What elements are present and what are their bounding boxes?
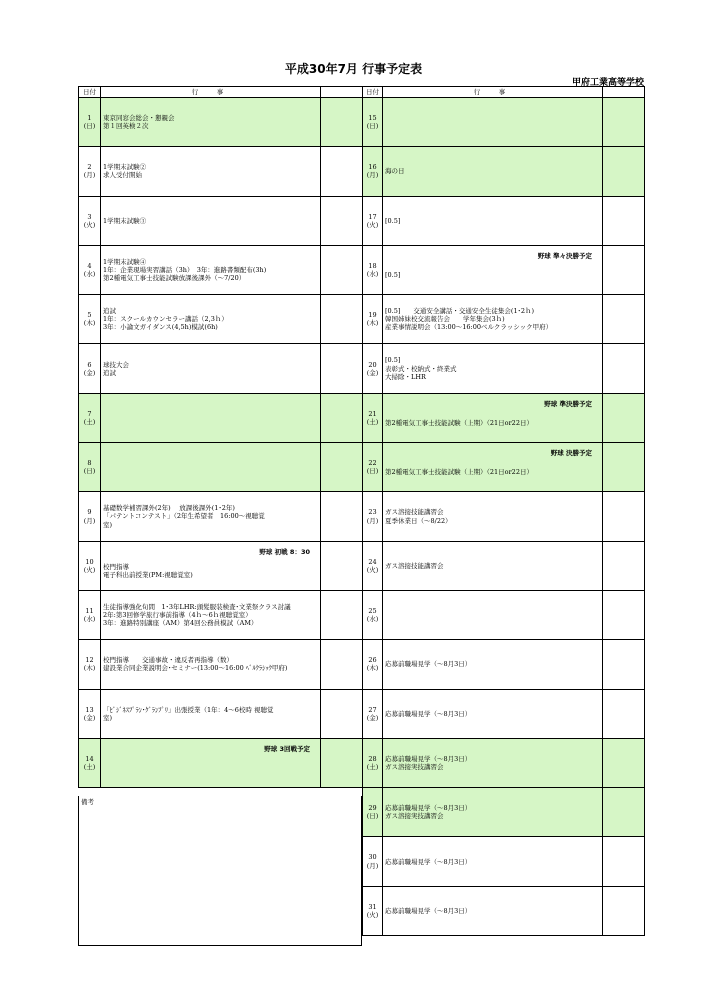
day-events-cell bbox=[383, 837, 603, 886]
day-date-cell bbox=[363, 689, 383, 738]
day-weekday: (土) bbox=[366, 417, 379, 426]
day-date-cell bbox=[363, 541, 383, 590]
day-date-cell bbox=[79, 590, 101, 639]
day-date-cell bbox=[79, 640, 101, 689]
day-weekday: (金) bbox=[366, 713, 379, 722]
day-events-cell bbox=[101, 541, 321, 590]
day-row bbox=[79, 738, 363, 787]
day-row bbox=[363, 788, 645, 837]
event-line: 校門指導 交通事故・違反者再指導（数） bbox=[103, 656, 233, 665]
day-number: 26 bbox=[368, 656, 377, 665]
event-line: 求人受付開始 bbox=[103, 171, 142, 180]
day-weekday: (土) bbox=[83, 417, 96, 426]
event-line: 産業事情説明会（13:00～16:00ベルクラッシック甲府） bbox=[385, 323, 553, 332]
day-row bbox=[79, 492, 363, 541]
day-number: 7 bbox=[87, 409, 92, 418]
event-line: 電子科出前授業(PM:視聴覚室) bbox=[103, 570, 193, 579]
day-row bbox=[363, 640, 645, 689]
day-row bbox=[363, 886, 645, 935]
day-weekday: (火) bbox=[83, 565, 96, 574]
event-line: 第2種電気工事士技能試験放課後課外（～7/20） bbox=[103, 274, 246, 283]
day-events-cell bbox=[101, 393, 321, 442]
day-number: 17 bbox=[368, 212, 377, 221]
day-date-cell bbox=[363, 393, 383, 442]
note-header bbox=[321, 87, 363, 98]
day-date-cell bbox=[363, 147, 383, 196]
event-line: 応募前職場見学（～8月3日） bbox=[385, 857, 472, 866]
day-number: 27 bbox=[368, 705, 377, 714]
day-row bbox=[79, 590, 363, 639]
event-line: 応募前職場見学（～8月3日） bbox=[385, 906, 472, 915]
day-events-cell bbox=[101, 147, 321, 196]
day-number: 5 bbox=[87, 311, 92, 320]
day-note-cell bbox=[321, 147, 363, 196]
event-line: 大掃除・LHR bbox=[385, 372, 426, 381]
baseball-note: 野球 準々決勝予定 bbox=[537, 251, 592, 260]
event-line: 3年：進路特別講座（AM）第4回公務員模試（AM） bbox=[103, 619, 258, 628]
day-date-cell bbox=[79, 196, 101, 245]
day-date-cell bbox=[363, 738, 383, 787]
day-note-cell bbox=[321, 344, 363, 393]
day-weekday: (木) bbox=[366, 319, 379, 328]
day-number: 24 bbox=[368, 557, 377, 566]
event-line: 「パテントコンテスト」（2年生希望者 16:00～視聴覚 bbox=[103, 512, 265, 521]
event-line: 1学期末試験② bbox=[103, 163, 147, 172]
day-row bbox=[79, 147, 363, 196]
event-line: 応募前職場見学（～8月3日） bbox=[385, 804, 472, 813]
date-header: 日付 bbox=[363, 87, 383, 98]
baseball-note: 野球 決勝予定 bbox=[550, 449, 592, 458]
day-number: 11 bbox=[85, 606, 94, 615]
day-number: 2 bbox=[87, 163, 92, 172]
day-date-cell bbox=[363, 492, 383, 541]
day-row bbox=[363, 344, 645, 393]
day-note-cell bbox=[603, 788, 645, 837]
day-row bbox=[363, 590, 645, 639]
event-line: 応募前職場見学（～8月3日） bbox=[385, 754, 472, 763]
day-row bbox=[79, 393, 363, 442]
day-events-cell bbox=[101, 738, 321, 787]
school-name: 甲府工業高等学校 bbox=[571, 78, 644, 88]
day-events-cell bbox=[383, 295, 603, 344]
day-events-cell bbox=[383, 886, 603, 935]
day-weekday: (月) bbox=[83, 516, 96, 525]
event-line: 追試 bbox=[103, 307, 116, 316]
day-note-cell bbox=[603, 640, 645, 689]
day-row bbox=[363, 393, 645, 442]
day-note-cell bbox=[321, 245, 363, 294]
day-note-cell bbox=[603, 443, 645, 492]
day-note-cell bbox=[603, 295, 645, 344]
event-line: 「ﾋﾞｼﾞﾈｽﾌﾟﾗﾝ･ｸﾞﾗﾝﾌﾟﾘ」出張授業（1年：4～6校時 視聴覚 bbox=[103, 705, 274, 714]
day-row bbox=[79, 344, 363, 393]
day-note-cell bbox=[321, 295, 363, 344]
day-events-cell bbox=[383, 147, 603, 196]
day-number: 31 bbox=[368, 902, 377, 911]
day-events-cell bbox=[383, 492, 603, 541]
header-row bbox=[79, 87, 363, 98]
day-events-cell bbox=[383, 443, 603, 492]
date-header: 日付 bbox=[79, 87, 101, 98]
day-note-cell bbox=[321, 98, 363, 147]
remarks-label: 備考 bbox=[81, 798, 94, 806]
day-events-cell bbox=[383, 541, 603, 590]
day-events-cell bbox=[383, 98, 603, 147]
event-line: 1年：スクールカウンセラー講話（2,3ｈ） bbox=[103, 315, 228, 324]
day-events-cell bbox=[101, 443, 321, 492]
event-line: 第１回英検２次 bbox=[103, 122, 149, 131]
day-number: 8 bbox=[87, 459, 92, 468]
day-events-cell bbox=[383, 590, 603, 639]
day-events-cell bbox=[383, 196, 603, 245]
event-line: [0.5] bbox=[385, 270, 401, 279]
day-events-cell bbox=[101, 640, 321, 689]
day-note-cell bbox=[603, 492, 645, 541]
day-note-cell bbox=[603, 886, 645, 935]
day-note-cell bbox=[603, 837, 645, 886]
day-events-cell bbox=[101, 492, 321, 541]
baseball-note: 野球 準決勝予定 bbox=[544, 399, 592, 408]
day-number: 20 bbox=[368, 360, 377, 369]
day-number: 22 bbox=[368, 459, 377, 468]
day-number: 28 bbox=[368, 754, 377, 763]
day-row bbox=[79, 196, 363, 245]
event-line: 表彰式・校納式・終業式 bbox=[385, 364, 457, 373]
day-date-cell bbox=[79, 689, 101, 738]
day-row bbox=[79, 245, 363, 294]
day-weekday: (月) bbox=[366, 516, 379, 525]
day-number: 21 bbox=[368, 409, 377, 418]
day-row bbox=[363, 196, 645, 245]
day-note-cell bbox=[321, 738, 363, 787]
day-note-cell bbox=[603, 541, 645, 590]
event-line: 夏季休業日（～8/22） bbox=[385, 516, 452, 525]
day-note-cell bbox=[321, 590, 363, 639]
day-number: 1 bbox=[87, 114, 92, 123]
day-events-cell bbox=[383, 689, 603, 738]
day-events-cell bbox=[383, 788, 603, 837]
event-line: ガス溶接実技講習会 bbox=[385, 763, 444, 771]
day-weekday: (日) bbox=[366, 122, 379, 131]
day-weekday: (金) bbox=[83, 713, 96, 722]
day-weekday: (金) bbox=[83, 368, 96, 377]
day-events-cell bbox=[101, 344, 321, 393]
day-note-cell bbox=[603, 689, 645, 738]
day-date-cell bbox=[363, 640, 383, 689]
day-number: 29 bbox=[368, 804, 377, 813]
day-weekday: (月) bbox=[83, 171, 96, 180]
day-date-cell bbox=[79, 443, 101, 492]
event-line: 1学期末試験③ bbox=[103, 216, 147, 225]
day-number: 12 bbox=[85, 656, 94, 665]
calendar-right bbox=[362, 86, 645, 936]
day-date-cell bbox=[363, 196, 383, 245]
day-note-cell bbox=[603, 98, 645, 147]
day-events-cell bbox=[101, 98, 321, 147]
day-weekday: (火) bbox=[366, 220, 379, 229]
day-number: 16 bbox=[368, 163, 377, 172]
baseball-note: 野球 3回戦予定 bbox=[264, 744, 310, 753]
day-weekday: (金) bbox=[366, 368, 379, 377]
event-line: ガス溶接実技講習会 bbox=[385, 812, 444, 821]
day-number: 13 bbox=[85, 705, 94, 714]
calendar-left bbox=[78, 86, 363, 788]
day-row bbox=[363, 689, 645, 738]
day-date-cell bbox=[363, 837, 383, 886]
event-line: 校門指導 bbox=[103, 562, 129, 571]
day-events-cell bbox=[383, 393, 603, 442]
day-number: 30 bbox=[368, 853, 377, 862]
day-date-cell bbox=[363, 295, 383, 344]
day-events-cell bbox=[101, 245, 321, 294]
day-row bbox=[79, 640, 363, 689]
event-line: 応募前職場見学（～8月3日） bbox=[385, 660, 472, 669]
event-line: 追試 bbox=[103, 368, 116, 377]
day-date-cell bbox=[79, 147, 101, 196]
day-events-cell bbox=[101, 295, 321, 344]
day-note-cell bbox=[603, 738, 645, 787]
event-line: [0.5] bbox=[385, 216, 401, 225]
header-row bbox=[363, 87, 645, 98]
day-row bbox=[79, 443, 363, 492]
day-weekday: (日) bbox=[83, 122, 96, 131]
day-weekday: (日) bbox=[366, 467, 379, 476]
day-date-cell bbox=[363, 590, 383, 639]
day-weekday: (土) bbox=[366, 763, 379, 771]
day-number: 10 bbox=[85, 557, 94, 566]
events-header: 行 事 bbox=[101, 87, 321, 98]
day-date-cell bbox=[79, 541, 101, 590]
day-events-cell bbox=[101, 590, 321, 639]
day-number: 6 bbox=[87, 360, 92, 369]
day-weekday: (火) bbox=[83, 220, 96, 229]
day-number: 14 bbox=[85, 754, 94, 763]
day-weekday: (火) bbox=[366, 910, 379, 919]
event-line: [0.5] 交通安全講話・交通安全生徒集会(1･2ｈ) bbox=[385, 307, 535, 316]
day-number: 25 bbox=[368, 606, 377, 615]
day-note-cell bbox=[321, 492, 363, 541]
day-note-cell bbox=[321, 196, 363, 245]
event-line: 海の日 bbox=[385, 167, 405, 176]
event-line: 建設業合同企業説明会･セミナー(13:00～16:00 ﾍﾞﾙｸﾗｼｯｸ甲府) bbox=[103, 664, 288, 673]
event-line: 室) bbox=[103, 713, 113, 722]
day-note-cell bbox=[603, 344, 645, 393]
day-weekday: (土) bbox=[83, 763, 96, 771]
event-line: 基礎数学補習課外(2年) 放課後課外(1･2年) bbox=[103, 504, 235, 513]
day-weekday: (日) bbox=[83, 467, 96, 476]
day-row bbox=[363, 147, 645, 196]
baseball-note: 野球 初戦 8：30 bbox=[259, 547, 310, 556]
event-line: [0.5] bbox=[385, 356, 401, 365]
day-date-cell bbox=[363, 344, 383, 393]
day-note-cell bbox=[321, 541, 363, 590]
event-line: ガス溶接技能講習会 bbox=[385, 561, 444, 570]
day-date-cell bbox=[363, 886, 383, 935]
day-date-cell bbox=[363, 443, 383, 492]
event-line: 2年:第3回修学旅行事前指導（4ｈ～6ｈ視聴覚室） bbox=[103, 611, 252, 620]
day-row bbox=[79, 295, 363, 344]
day-number: 15 bbox=[368, 114, 377, 123]
remarks-box bbox=[78, 796, 362, 946]
day-events-cell bbox=[383, 245, 603, 294]
day-row bbox=[363, 245, 645, 294]
day-note-cell bbox=[321, 689, 363, 738]
day-number: 18 bbox=[368, 261, 377, 270]
day-number: 9 bbox=[87, 508, 92, 517]
events-header: 行 事 bbox=[383, 87, 603, 98]
day-row bbox=[363, 295, 645, 344]
day-note-cell bbox=[603, 393, 645, 442]
day-note-cell bbox=[603, 245, 645, 294]
day-date-cell bbox=[363, 788, 383, 837]
day-note-cell bbox=[321, 443, 363, 492]
day-note-cell bbox=[603, 196, 645, 245]
day-date-cell bbox=[79, 295, 101, 344]
page-title: 平成30年7月 行事予定表 bbox=[284, 62, 423, 76]
day-date-cell bbox=[79, 393, 101, 442]
event-line: 応募前職場見学（～8月3日） bbox=[385, 709, 472, 718]
day-weekday: (水) bbox=[83, 615, 96, 624]
day-weekday: (日) bbox=[366, 812, 379, 821]
day-row bbox=[363, 98, 645, 147]
event-line: 3年：小論文ガイダンス(4,5h)模試(6h) bbox=[103, 323, 218, 332]
day-date-cell bbox=[363, 98, 383, 147]
day-row bbox=[79, 689, 363, 738]
day-row bbox=[363, 443, 645, 492]
day-weekday: (木) bbox=[83, 319, 96, 328]
day-events-cell bbox=[101, 196, 321, 245]
event-line: 第2種電気工事士技能試験（上期）（21日or22日） bbox=[385, 418, 533, 427]
day-weekday: (水) bbox=[366, 270, 379, 279]
event-line: 生徒指導強化旬間 1･3年LHR:頭髪服装検査･文業祭クラス討議 bbox=[103, 602, 291, 611]
event-line: 第2種電気工事士技能試験（上期）（21日or22日） bbox=[385, 468, 533, 477]
day-note-cell bbox=[321, 640, 363, 689]
event-line: 球技大会 bbox=[103, 360, 129, 369]
event-line: 東京同窓会総会・懇親会 bbox=[103, 114, 175, 123]
event-line: 1年：企業現場実習講話（3h） 3年：進路書類配布(3h) bbox=[103, 265, 267, 274]
event-line: 1学期末試験④ bbox=[103, 257, 147, 266]
day-events-cell bbox=[383, 344, 603, 393]
day-number: 4 bbox=[87, 261, 92, 270]
day-weekday: (木) bbox=[366, 664, 379, 673]
day-date-cell bbox=[79, 245, 101, 294]
day-weekday: (月) bbox=[366, 171, 379, 180]
day-note-cell bbox=[603, 147, 645, 196]
day-note-cell bbox=[603, 590, 645, 639]
day-events-cell bbox=[101, 689, 321, 738]
day-row bbox=[363, 837, 645, 886]
day-date-cell bbox=[79, 98, 101, 147]
day-number: 3 bbox=[87, 212, 92, 221]
day-date-cell bbox=[363, 245, 383, 294]
day-date-cell bbox=[79, 492, 101, 541]
day-row bbox=[79, 541, 363, 590]
event-line: 室) bbox=[103, 520, 113, 529]
day-date-cell bbox=[79, 344, 101, 393]
day-weekday: (木) bbox=[83, 664, 96, 673]
day-weekday: (火) bbox=[366, 565, 379, 574]
day-weekday: (水) bbox=[366, 615, 379, 624]
event-line: 韓国姉妹校交流報告会 学年集会(3ｈ) bbox=[385, 315, 505, 324]
note-header bbox=[603, 87, 645, 98]
day-row bbox=[79, 98, 363, 147]
day-row bbox=[363, 541, 645, 590]
day-row bbox=[363, 492, 645, 541]
event-line: ガス溶接技能講習会 bbox=[385, 508, 444, 517]
day-weekday: (月) bbox=[366, 861, 379, 870]
day-events-cell bbox=[383, 640, 603, 689]
day-date-cell bbox=[79, 738, 101, 787]
day-number: 23 bbox=[368, 508, 377, 517]
day-number: 19 bbox=[368, 311, 377, 320]
day-weekday: (水) bbox=[83, 270, 96, 279]
day-row bbox=[363, 738, 645, 787]
day-events-cell bbox=[383, 738, 603, 787]
day-note-cell bbox=[321, 393, 363, 442]
